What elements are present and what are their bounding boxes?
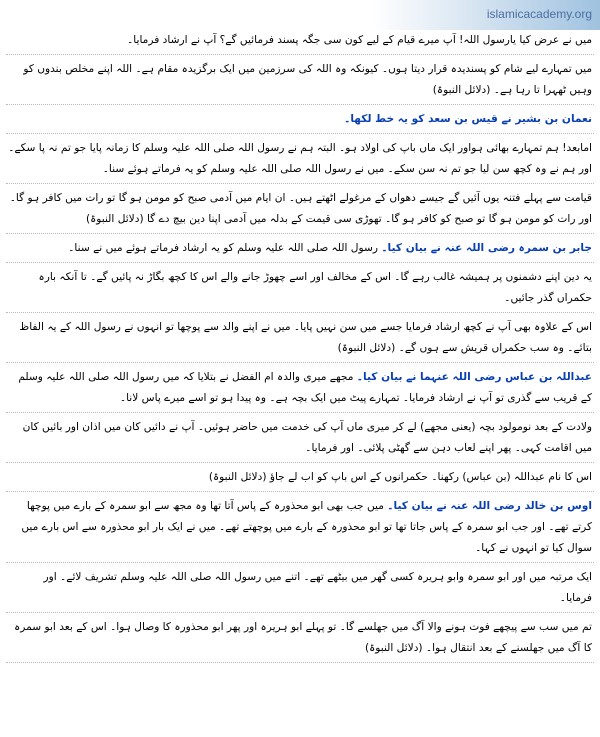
paragraph-text: میں تمہارے لیے شام کو پسندیدہ قرار دیتا ہوں۔ کیونکہ وہ اللہ کی سرزمین میں ایک برگزیدہ مقام ہے۔ اللہ اپنے مخلص بندوں کو وہیں ٹھہرا تا رہا ہے۔ [23,63,592,96]
article-body [6,30,594,667]
paragraph-text: رسول اللہ صلی اللہ علیہ وسلم کو یہ ارشاد فرماتے ہوئے میں نے سنا۔ [68,242,378,254]
paragraph [6,367,594,413]
paragraph [6,417,594,463]
paragraph-text: قیامت سے پہلے فتنہ یوں آئیں گے جیسے دھواں کے مرغولے اٹھتے ہیں۔ ان ایام میں آدمی صبح کو مومن ہو گا تو رات میں کافر ہو گا۔ اور رات کو مومن ہو گا تو صبح کو کافر ہو گا۔ تھوڑی سی قیمت کے بدلہ میں آدمی اپنا دین بیچ دے گا [9,192,592,225]
header-banner [0,0,600,30]
paragraph [6,59,594,105]
site-name[interactable]: islamicacademy.org [486,7,592,21]
paragraph-text: میں نے عرض کیا یارسول اللہ! آپ میرے قیام کے لیے کون سی جگہ پسند فرمائیں گے؟ آپ نے ارشاد فرمایا۔ [127,34,592,46]
narrator-heading: عبداللہ بن عباس رضی اللہ عنہما نے بیان کیا۔ [356,371,592,383]
paragraph [6,467,594,492]
paragraph-text: میں جب بھی ابو محذورہ کے پاس آتا تھا وہ مجھ سے ابو سمرہ کے بارے میں پوچھا کرتے تھے۔ اور جب ابو سمرہ کے پاس جاتا تھا تو ابو محذورہ کے بارے میں پوچھتے تھے۔ میں نے ایک بار ابو محذورہ سے اس بارے میں سوال کیا تو انہوں نے کہا۔ [21,500,592,554]
paragraph [6,496,594,563]
paragraph-text: یہ دین اپنے دشمنوں پر ہمیشہ غالب رہے گا۔ اس کے مخالف اور اسے چھوڑ جانے والے اس کا کچھ بگاڑ نہ پائیں گے۔ تا آنکہ بارہ حکمراں گذر جائیں۔ [38,271,592,304]
source-reference: (دلائل النبوۃ) [85,213,144,225]
paragraph [6,30,594,55]
paragraph [6,109,594,134]
source-reference: (دلائل النبوۃ) [364,642,423,654]
paragraph-text: اس کا نام عبداللہ (بن عباس) رکھنا۔ حکمرانوں کے اس باپ کو اب لے جاؤ [269,471,592,483]
paragraph-text: امابعد! ہم تمہارے بھائی ہواور ایک ماں باپ کی اولاد ہو۔ البتہ ہم نے رسول اللہ صلی اللہ علیہ وسلم کا زمانہ پایا جو تم نہ پا سکے۔ اور ہم نے وہ کچھ سن لیا جو تم نہ سن سکے۔ میں نے رسول اللہ صلی اللہ علیہ وسلم کو یہ فرماتے ہوئے سنا۔ [8,142,592,175]
paragraph [6,267,594,313]
paragraph-text: ایک مرتبہ میں اور ابو سمرہ وابو ہریرہ کسی گھر میں بیٹھے تھے۔ اتنے میں رسول اللہ صلی اللہ علیہ وسلم تشریف لائے۔ اور فرمایا۔ [43,571,592,604]
narrator-heading: جابر بن سمرہ رضی اللہ عنہ نے بیان کیا۔ [381,242,592,254]
source-reference: (دلائل النبوۃ) [432,84,491,96]
source-reference: (دلائل النبوۃ) [337,342,396,354]
source-reference: (دلائل النبوۃ) [208,471,267,483]
paragraph-text: مجھے میری والدہ ام الفضل نے بتلایا کہ میں رسول اللہ صلی اللہ علیہ وسلم کے قریب سے گذری تو آپ نے ارشاد فرمایا۔ تمہارے پیٹ میں ایک بچہ ہے۔ وہ پیدا ہو تو اسے میرے پاس لانا۔ [18,371,592,404]
paragraph [6,238,594,263]
paragraph [6,567,594,613]
narrator-heading: اوس بن خالد رضی اللہ عنہ نے بیان کیا۔ [387,500,592,512]
paragraph-text: اس کے علاوہ بھی آپ نے کچھ ارشاد فرمایا جسے میں سن نہیں پایا۔ میں نے اپنے والد سے پوچھا تو انہوں نے رسول اللہ کے یہ الفاظ بتائے۔ وہ سب حکمراں قریش سے ہوں گے۔ [19,321,592,354]
narrator-heading: نعمان بن بشیر نے قیس بن سعد کو یہ خط لکھا۔ [344,113,592,125]
paragraph-text: تم میں سب سے پیچھے فوت ہونے والا آگ میں جھلسے گا۔ تو پہلے ابو ہریرہ اور پھر ابو محذورہ کا وصال ہوا۔ اس کے بعد ابو سمرہ کا آگ میں جھلسنے کے بعد انتقال ہوا۔ [14,621,592,654]
paragraph-text: ولادت کے بعد نومولود بچہ (یعنی مجھے) لے کر میری ماں آپ کی خدمت میں حاضر ہوئیں۔ آپ نے دائیں کان میں اذان اور بائیں کان میں اقامت کہی۔ پھر اپنے لعاب دہن سے گھٹی پلائی۔ اور فرمایا۔ [22,421,592,454]
paragraph [6,138,594,184]
paragraph [6,188,594,234]
paragraph [6,317,594,363]
paragraph [6,617,594,663]
